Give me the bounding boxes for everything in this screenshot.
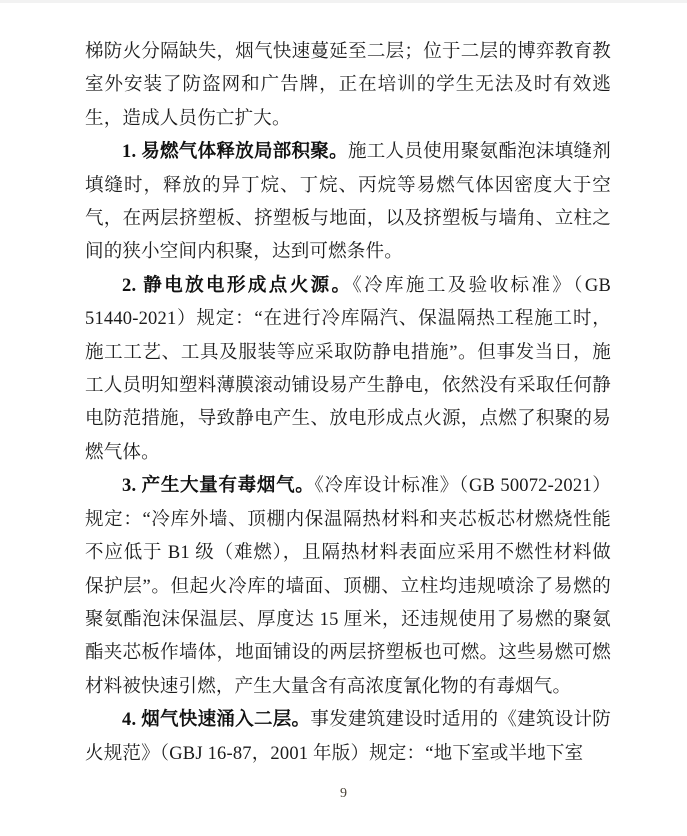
continuation-paragraph-text: 梯防火分隔缺失，烟气快速蔓延至二层；位于二层的博弈教育教室外安装了防盗网和广告牌，正在培训的学生无法及时有效逃生，造成人员伤亡扩大。 [85,42,611,129]
continuation-paragraph [85,36,611,136]
cause-heading-1: 1. 易燃气体释放局部积聚。 [122,142,348,163]
cause-body-1: 施工人员使用聚氨酯泡沫填缝剂填缝时，释放的异丁烷、丁烷、丙烷等易燃气体因密度大于空气，在两层挤塑板、挤塑板与地面，以及挤塑板与墙角、立柱之间的狭小空间内积聚，达到可燃条件。 [85,142,611,263]
cause-body-4: 事发建筑建设时适用的《建筑设计防火规范》（GBJ 16-87，2001 年版）规定：“地下室或半地下室 [85,710,611,764]
document-page [85,36,611,771]
cause-heading-2: 2. 静电放电形成点火源。 [122,275,353,296]
cause-paragraph-4 [85,704,611,771]
cause-paragraph-3 [85,470,611,704]
cause-paragraph-1 [85,136,611,270]
cause-body-2: 《冷库施工及验收标准》（GB 51440-2021）规定：“在进行冷库隔汽、保温隔热工程施工时，施工工艺、工具及服装等应采取防静电措施”。但事发当日，施工人员明知塑料薄膜滚动铺设易产生静电，依然没有采取任何静电防范措施，导致静电产生、放电形成点火源，点燃了积聚的易燃气体。 [85,275,611,463]
cause-body-3: 《冷库设计标准》（GB 50072-2021）规定：“冷库外墙、顶棚内保温隔热材料和夹芯板芯材燃烧性能不应低于 B1 级（难燃），且隔热材料表面应采用不燃性材料做保护层”。但起火冷库的墙面、顶棚、立柱均违规喷涂了易燃的聚氨酯泡沫保温层、厚度达 15 厘米，还违规使用了易燃的聚氨酯夹芯板作墙体，地面铺设的两层挤塑板也可燃。这些易燃可燃材料被快速引燃，产生大量含有高浓度氰化物的有毒烟气。 [85,476,611,697]
cause-heading-4: 4. 烟气快速涌入二层。 [122,710,311,731]
page-number: 9 [340,786,347,801]
page-top-edge [0,0,687,3]
cause-paragraph-2 [85,270,611,470]
cause-heading-3: 3. 产生大量有毒烟气。 [122,476,315,497]
